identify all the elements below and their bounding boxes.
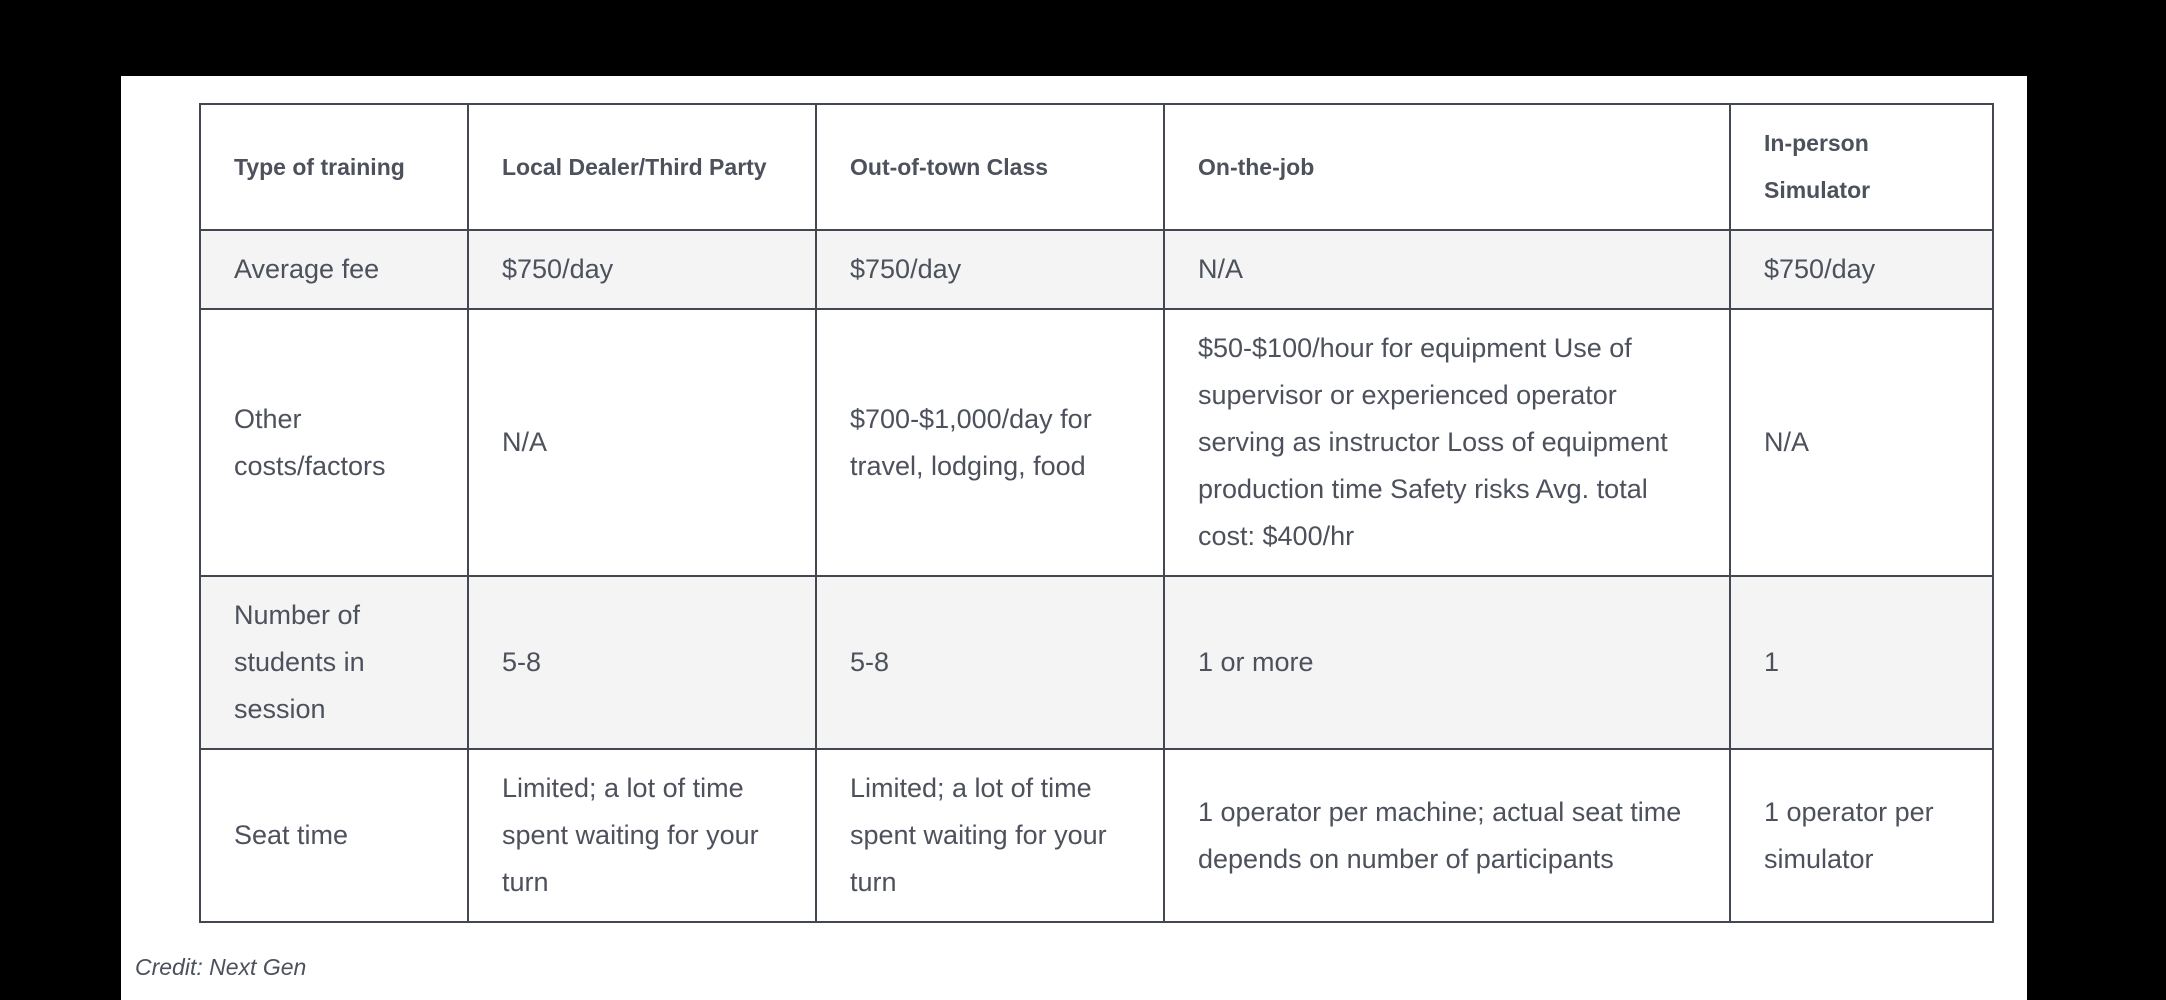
- row-label: Seat time: [200, 749, 468, 922]
- data-cell: N/A: [1730, 309, 1993, 576]
- data-cell: N/A: [1164, 230, 1730, 309]
- data-cell: 5-8: [816, 576, 1164, 749]
- data-cell: 1 operator per machine; actual seat time depends on number of participants: [1164, 749, 1730, 922]
- row-label: Other costs/factors: [200, 309, 468, 576]
- data-cell: 1 or more: [1164, 576, 1730, 749]
- content-area: [121, 76, 2027, 1000]
- data-cell: $700-$1,000/day for travel, lodging, food: [816, 309, 1164, 576]
- data-cell: $750/day: [816, 230, 1164, 309]
- header-row: [200, 104, 1993, 230]
- row-label: Number of students in session: [200, 576, 468, 749]
- column-header-0: Type of training: [200, 104, 468, 230]
- column-header-1: Local Dealer/Third Party: [468, 104, 816, 230]
- table-row-1: [200, 309, 1993, 576]
- column-header-2: Out-of-town Class: [816, 104, 1164, 230]
- data-cell: Limited; a lot of time spent waiting for your turn: [816, 749, 1164, 922]
- data-cell: Limited; a lot of time spent waiting for your turn: [468, 749, 816, 922]
- column-header-4: In-person Simulator: [1730, 104, 1993, 230]
- data-cell: $50-$100/hour for equipment Use of supervisor or experienced operator serving as instructor Loss of equipment production time Safety risks Avg. total cost: $400/hr: [1164, 309, 1730, 576]
- credit-text: Credit: Next Gen: [135, 954, 307, 980]
- data-cell: N/A: [468, 309, 816, 576]
- data-cell: 1 operator per simulator: [1730, 749, 1993, 922]
- column-header-3: On-the-job: [1164, 104, 1730, 230]
- training-comparison-table: [199, 103, 1994, 923]
- table-row-0: [200, 230, 1993, 309]
- row-label: Average fee: [200, 230, 468, 309]
- data-cell: $750/day: [468, 230, 816, 309]
- table-row-2: [200, 576, 1993, 749]
- table-header: [200, 104, 1993, 230]
- data-cell: 5-8: [468, 576, 816, 749]
- table-row-3: [200, 749, 1993, 922]
- data-cell: $750/day: [1730, 230, 1993, 309]
- data-cell: 1: [1730, 576, 1993, 749]
- table-body: [200, 230, 1993, 922]
